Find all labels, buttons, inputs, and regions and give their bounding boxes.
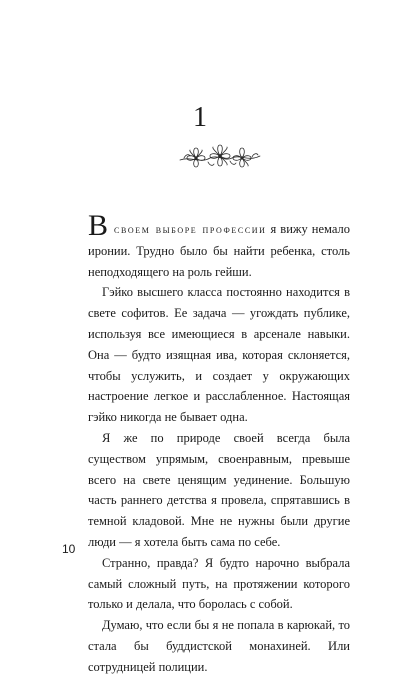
paragraph: Я же по природе своей всегда была существом упрямым, своенравным, превыше всего на свете ценящим уединение. Большую часть раннего детства я провела, спрятавшись в темной кладовой. Мне не нужны были другие люди — я хотела быть сама по себе. <box>88 430 350 549</box>
body-text <box>88 209 351 678</box>
paragraph-text: я вижу немало иронии. Трудно было бы найти ребенка, столь неподходящего на роль гейши. <box>88 222 351 279</box>
paragraph: Странно, правда? Я будто нарочно выбрала самый сложный путь, на протяжении которого только и делала, что боролась с собой. <box>88 555 350 612</box>
page-number: 10 <box>62 542 76 556</box>
paragraph: Гэйко высшего класса постоянно находится в свете софитов. Ее задача — угождать публике, используя все имеющиеся в арсенале навыки. Она — будто изящная ива, которая склоняется, чтобы услужить, и создает у окружающих настроение легкое и расслабленное. Настоящая гэйко никогда не бывает одна. <box>88 285 350 425</box>
paragraph: Думаю, что если бы я не попала в карюкай, то стала бы буддистской монахиней. Или сотрудницей полиции. <box>88 618 350 674</box>
floral-garland-icon <box>178 136 262 176</box>
paragraph <box>88 209 351 282</box>
chapter-number: 1 <box>193 102 207 133</box>
small-caps-lead: своем выборе профессии <box>114 224 267 236</box>
drop-cap: В <box>88 209 109 242</box>
